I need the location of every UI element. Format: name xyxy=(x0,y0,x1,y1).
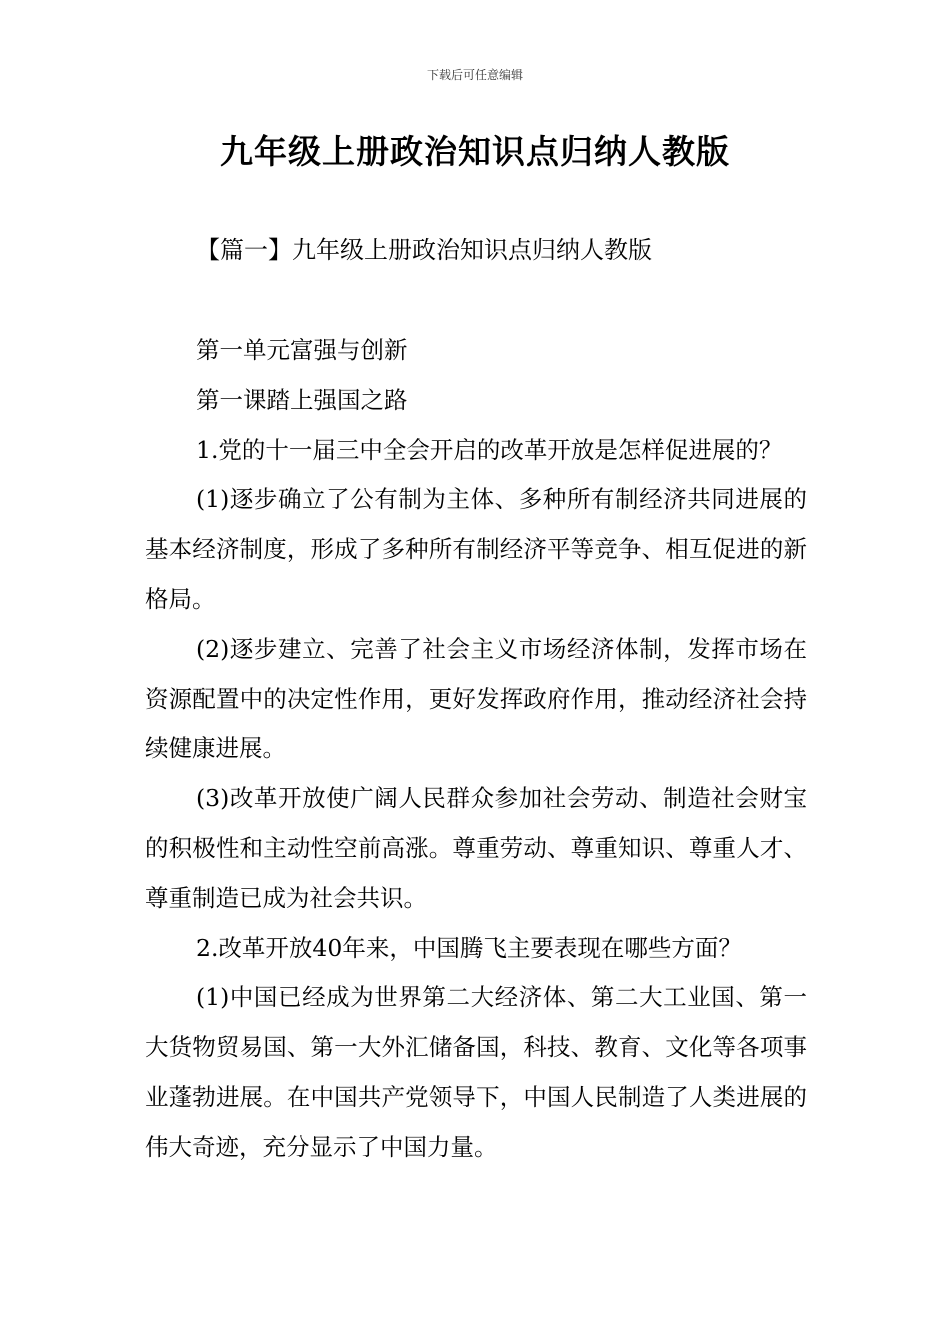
lesson-heading: 第一课踏上强国之路 xyxy=(196,385,408,414)
answer-paragraph: (2)逐步建立、完善了社会主义市场经济体制，发挥市场在资源配置中的决定性作用，更好发挥政府作用，推动经济社会持续健康进展。 xyxy=(145,634,807,763)
answer-paragraph: (3)改革开放使广阔人民群众参加社会劳动、制造社会财宝的积极性和主动性空前高涨。尊重劳动、尊重知识、尊重人才、尊重制造已成为社会共识。 xyxy=(145,784,807,912)
body-text xyxy=(145,326,807,1173)
answer-paragraph: (1)逐步确立了公有制为主体、多种所有制经济共同进展的基本经济制度，形成了多种所有制经济平等竞争、相互促进的新格局。 xyxy=(145,485,807,613)
answer-paragraph: (1)中国已经成为世界第二大经济体、第二大工业国、第一大货物贸易国、第一大外汇储备国，科技、教育、文化等各项事业蓬勃进展。在中国共产党领导下，中国人民制造了人类进展的伟大奇迹，充分显示了中国力量。 xyxy=(145,983,807,1161)
question-paragraph: 1.党的十一届三中全会开启的改革开放是怎样促进展的？ xyxy=(196,435,783,464)
header-note: 下载后可任意编辑 xyxy=(426,68,523,82)
question-paragraph: 2.改革开放40年来，中国腾飞主要表现在哪些方面？ xyxy=(196,933,742,962)
section-title: 【篇一】九年级上册政治知识点归纳人教版 xyxy=(196,236,652,264)
unit-heading: 第一单元富强与创新 xyxy=(196,336,408,364)
document-title: 九年级上册政治知识点归纳人教版 xyxy=(220,132,730,171)
